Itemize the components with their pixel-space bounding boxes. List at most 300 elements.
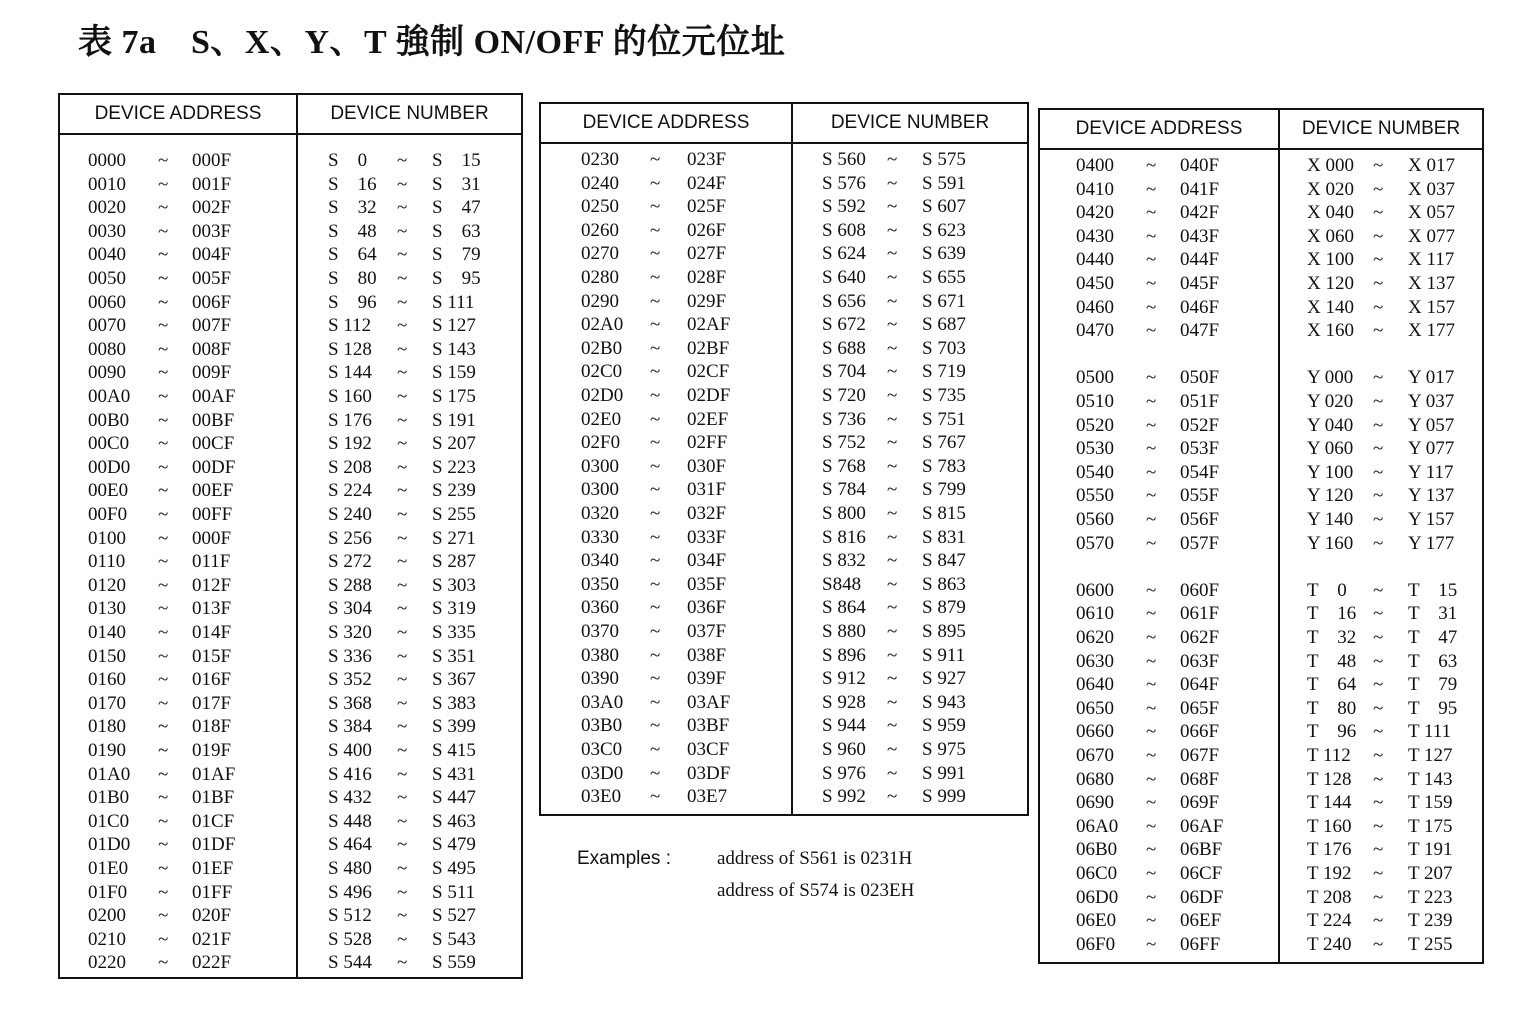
range-tilde: ~: [1146, 792, 1157, 814]
device-number-end: T 95: [1408, 697, 1458, 719]
device-number-end: S 943: [922, 691, 966, 713]
device-number-start: S 432: [328, 787, 372, 809]
range-tilde: ~: [650, 267, 661, 288]
range-tilde: ~: [887, 715, 898, 737]
device-address-end: 026F: [687, 219, 727, 241]
device-number-end: X 077: [1408, 225, 1455, 247]
range-tilde: ~: [650, 715, 661, 737]
device-number-end: S 527: [432, 905, 476, 927]
device-address-start: 01D0: [88, 834, 131, 856]
range-tilde: ~: [397, 173, 408, 195]
device-number-end: S 831: [922, 526, 966, 548]
device-address-end: 06EF: [1180, 910, 1222, 932]
table-row: [541, 691, 1027, 715]
device-address-end: 01FF: [192, 881, 233, 903]
device-number-start: S 224: [328, 480, 372, 502]
device-address-start: 0410: [1076, 178, 1114, 200]
device-address-start: 0350: [581, 573, 619, 595]
device-address-end: 007F: [192, 315, 232, 337]
device-address-end: 065F: [1180, 697, 1220, 719]
range-tilde: ~: [1373, 461, 1384, 483]
range-tilde: ~: [397, 740, 408, 761]
device-number-end: S 47: [432, 197, 481, 219]
device-number-end: Y 017: [1408, 367, 1455, 389]
device-address-start: 03D0: [581, 762, 624, 784]
table-header: [1040, 110, 1482, 150]
device-number-start: S 816: [822, 526, 866, 548]
device-number-start: S 480: [328, 858, 372, 879]
range-tilde: ~: [887, 267, 898, 288]
range-tilde: ~: [887, 243, 898, 265]
device-number-end: S 799: [922, 479, 966, 501]
range-tilde: ~: [1373, 674, 1384, 696]
header-device-number: DEVICE NUMBER: [330, 103, 489, 124]
range-tilde: ~: [650, 739, 661, 760]
device-address-end: 02FF: [687, 432, 728, 454]
address-table-s-low: [58, 93, 523, 979]
range-tilde: ~: [397, 433, 408, 455]
range-tilde: ~: [1146, 509, 1157, 530]
range-tilde: ~: [1146, 839, 1157, 861]
device-address-start: 0690: [1076, 792, 1114, 814]
range-tilde: ~: [1373, 792, 1384, 814]
table-row: [1040, 720, 1482, 744]
device-address-end: 023F: [687, 149, 727, 170]
table-row: [1040, 815, 1482, 839]
device-number-start: S 800: [822, 503, 866, 524]
range-tilde: ~: [887, 196, 898, 218]
device-address-start: 0450: [1076, 273, 1114, 294]
device-number-end: S 79: [432, 244, 481, 266]
range-tilde: ~: [887, 668, 898, 690]
device-address-end: 03CF: [687, 739, 730, 760]
range-tilde: ~: [650, 219, 661, 241]
device-address-end: 032F: [687, 503, 727, 524]
device-number-start: S 16: [328, 173, 377, 195]
device-address-start: 0260: [581, 219, 619, 241]
device-address-end: 053F: [1180, 438, 1220, 460]
range-tilde: ~: [397, 456, 408, 478]
table-row: [60, 173, 521, 197]
range-tilde: ~: [1146, 721, 1157, 743]
device-number-end: S 223: [432, 456, 476, 478]
range-tilde: ~: [887, 597, 898, 619]
example-line: address of S561 is 0231H: [717, 848, 913, 869]
device-number-start: S 560: [822, 149, 866, 170]
device-number-end: S 991: [922, 762, 966, 784]
range-tilde: ~: [158, 386, 169, 407]
device-address-end: 025F: [687, 196, 727, 218]
device-number-start: Y 160: [1307, 532, 1354, 554]
device-number-start: S 608: [822, 219, 866, 241]
header-device-number: DEVICE NUMBER: [1301, 118, 1461, 139]
device-address-end: 005F: [192, 268, 232, 289]
table-row: [541, 620, 1027, 644]
table-row: [541, 526, 1027, 550]
table-header: [541, 104, 1027, 144]
device-number-start: X 140: [1307, 296, 1354, 318]
device-address-end: 02CF: [687, 361, 730, 383]
device-address-start: 0520: [1076, 414, 1114, 436]
device-number-start: T 112: [1307, 745, 1351, 766]
table-row: [60, 715, 521, 739]
device-address-start: 0050: [88, 268, 126, 289]
device-number-start: T 192: [1307, 863, 1352, 884]
device-number-end: S 999: [922, 786, 966, 808]
device-address-start: 0270: [581, 243, 619, 265]
device-number-start: S 384: [328, 716, 372, 738]
device-address-start: 0300: [581, 455, 619, 477]
range-tilde: ~: [397, 834, 408, 856]
device-address-start: 06A0: [1076, 815, 1119, 837]
device-address-end: 019F: [192, 740, 232, 761]
device-number-end: S 463: [432, 810, 476, 832]
device-number-end: T 239: [1408, 910, 1453, 932]
range-tilde: ~: [650, 172, 661, 194]
table-row: [541, 384, 1027, 408]
range-tilde: ~: [158, 504, 169, 525]
device-address-end: 03BF: [687, 715, 730, 737]
device-number-start: Y 060: [1307, 438, 1354, 460]
range-tilde: ~: [158, 669, 169, 691]
device-number-end: T 223: [1408, 886, 1453, 908]
range-tilde: ~: [887, 644, 898, 666]
device-address-start: 03B0: [581, 715, 623, 737]
range-tilde: ~: [1146, 296, 1157, 318]
device-address-end: 027F: [687, 243, 727, 265]
range-tilde: ~: [158, 433, 169, 455]
range-tilde: ~: [397, 362, 408, 384]
device-address-end: 064F: [1180, 674, 1220, 696]
range-tilde: ~: [1146, 273, 1157, 294]
device-number-end: T 159: [1408, 792, 1453, 814]
device-number-end: S 31: [432, 173, 481, 195]
device-address-start: 01B0: [88, 787, 130, 809]
device-address-start: 02D0: [581, 385, 624, 406]
device-address-end: 02BF: [687, 337, 730, 359]
range-tilde: ~: [650, 644, 661, 666]
device-address-end: 02EF: [687, 408, 729, 430]
device-address-end: 00FF: [192, 504, 233, 525]
table-row: [1040, 296, 1482, 320]
table-row: [541, 242, 1027, 266]
range-tilde: ~: [1373, 509, 1384, 530]
device-number-end: S 319: [432, 598, 476, 620]
device-number-start: S 864: [822, 597, 866, 619]
device-address-start: 0170: [88, 692, 126, 714]
table-row: [1040, 626, 1482, 650]
device-address-end: 069F: [1180, 792, 1220, 814]
examples-label: Examples :: [577, 848, 671, 869]
range-tilde: ~: [1146, 320, 1157, 342]
table-row: [60, 786, 521, 810]
range-tilde: ~: [397, 716, 408, 738]
device-number-end: S 687: [922, 314, 966, 336]
range-tilde: ~: [158, 220, 169, 242]
table-row: [60, 267, 521, 291]
device-number-start: S 64: [328, 244, 377, 266]
device-number-start: S 784: [822, 479, 866, 501]
device-number-start: S 688: [822, 337, 866, 359]
range-tilde: ~: [158, 197, 169, 219]
device-number-end: S 367: [432, 669, 476, 691]
table-row: [60, 763, 521, 787]
device-address-start: 02E0: [581, 408, 622, 430]
device-address-end: 01EF: [192, 858, 234, 879]
range-tilde: ~: [1146, 155, 1157, 176]
range-tilde: ~: [397, 220, 408, 242]
range-tilde: ~: [158, 456, 169, 478]
range-tilde: ~: [1373, 178, 1384, 200]
range-tilde: ~: [397, 291, 408, 313]
device-number-start: Y 040: [1307, 414, 1354, 436]
device-number-end: Y 077: [1408, 438, 1455, 460]
device-number-start: S 464: [328, 834, 372, 856]
device-number-end: S 655: [922, 267, 966, 288]
range-tilde: ~: [158, 622, 169, 643]
device-address-start: 0530: [1076, 438, 1114, 460]
device-address-end: 037F: [687, 621, 727, 642]
device-number-start: X 100: [1307, 249, 1354, 271]
device-address-end: 056F: [1180, 509, 1220, 530]
range-tilde: ~: [1373, 532, 1384, 554]
table-row: [60, 409, 521, 433]
table-row: [1040, 862, 1482, 886]
table-row: [1040, 532, 1482, 556]
device-address-end: 033F: [687, 526, 727, 548]
range-tilde: ~: [397, 928, 408, 950]
device-number-start: S 128: [328, 338, 372, 360]
table-row: [1040, 390, 1482, 414]
device-number-start: T 0: [1307, 579, 1347, 601]
device-number-start: Y 000: [1307, 367, 1354, 389]
device-number-end: S 207: [432, 433, 476, 455]
table-row: [60, 527, 521, 551]
device-number-start: S 896: [822, 644, 866, 666]
device-number-end: S 415: [432, 740, 476, 761]
device-number-start: S 0: [328, 150, 368, 171]
device-address-start: 0250: [581, 196, 619, 218]
device-address-start: 01F0: [88, 881, 128, 903]
range-tilde: ~: [158, 881, 169, 903]
device-number-end: S 975: [922, 739, 966, 760]
range-tilde: ~: [397, 763, 408, 785]
range-tilde: ~: [1373, 697, 1384, 719]
range-tilde: ~: [397, 905, 408, 927]
range-tilde: ~: [650, 668, 661, 690]
table-row: [541, 313, 1027, 337]
range-tilde: ~: [397, 645, 408, 667]
range-tilde: ~: [1146, 886, 1157, 908]
device-address-end: 022F: [192, 952, 232, 974]
table-row: [60, 951, 521, 975]
device-address-end: 006F: [192, 291, 232, 313]
device-number-start: S 768: [822, 455, 866, 477]
table-row: [541, 738, 1027, 762]
device-number-end: S 639: [922, 243, 966, 265]
table-row: [60, 857, 521, 881]
range-tilde: ~: [158, 315, 169, 337]
table-row: [1040, 602, 1482, 626]
device-address-end: 057F: [1180, 532, 1220, 554]
range-tilde: ~: [158, 551, 169, 573]
device-number-start: S 592: [822, 196, 866, 218]
device-number-start: S 208: [328, 456, 372, 478]
range-tilde: ~: [158, 787, 169, 809]
device-number-start: S 720: [822, 385, 866, 406]
device-address-end: 051F: [1180, 391, 1220, 412]
device-number-end: Y 157: [1408, 509, 1455, 530]
device-address-start: 0640: [1076, 674, 1114, 696]
device-address-start: 02C0: [581, 361, 623, 383]
range-tilde: ~: [158, 692, 169, 714]
device-address-end: 046F: [1180, 296, 1220, 318]
range-tilde: ~: [1373, 603, 1384, 625]
device-number-start: S 880: [822, 621, 866, 642]
device-address-start: 0130: [88, 598, 126, 620]
range-tilde: ~: [650, 385, 661, 406]
table-row: [60, 692, 521, 716]
device-address-start: 0140: [88, 622, 126, 643]
table-row: [1040, 154, 1482, 178]
range-tilde: ~: [887, 361, 898, 383]
device-address-end: 01CF: [192, 810, 235, 832]
device-address-start: 0630: [1076, 650, 1114, 672]
device-number-start: T 240: [1307, 933, 1352, 955]
device-number-end: T 255: [1408, 933, 1453, 955]
range-tilde: ~: [1373, 579, 1384, 601]
device-number-end: S 559: [432, 952, 476, 974]
range-tilde: ~: [650, 337, 661, 359]
device-address-end: 050F: [1180, 367, 1220, 389]
range-tilde: ~: [397, 551, 408, 573]
device-number-end: T 143: [1408, 768, 1453, 790]
device-address-start: 00B0: [88, 409, 130, 431]
range-tilde: ~: [158, 527, 169, 549]
range-tilde: ~: [887, 149, 898, 170]
device-address-end: 043F: [1180, 225, 1220, 247]
device-number-start: S 624: [822, 243, 866, 265]
device-number-start: T 96: [1307, 721, 1357, 743]
range-tilde: ~: [158, 480, 169, 502]
range-tilde: ~: [1146, 910, 1157, 932]
range-tilde: ~: [887, 385, 898, 406]
range-tilde: ~: [158, 574, 169, 596]
table-row: [541, 478, 1027, 502]
device-number-start: S 80: [328, 268, 377, 289]
device-number-start: T 32: [1307, 627, 1357, 648]
range-tilde: ~: [887, 479, 898, 501]
range-tilde: ~: [158, 740, 169, 761]
table-row: [60, 479, 521, 503]
device-address-end: 031F: [687, 479, 727, 501]
device-number-end: S 847: [922, 550, 966, 572]
table-row: [1040, 744, 1482, 768]
device-number-start: T 176: [1307, 839, 1352, 861]
range-tilde: ~: [158, 244, 169, 266]
device-number-start: T 208: [1307, 886, 1352, 908]
table-row: [60, 432, 521, 456]
device-address-start: 0420: [1076, 202, 1114, 224]
device-number-start: S 704: [822, 361, 866, 383]
range-tilde: ~: [397, 268, 408, 289]
device-address-end: 01DF: [192, 834, 236, 856]
device-address-start: 03A0: [581, 691, 624, 713]
table-row: [541, 337, 1027, 361]
range-tilde: ~: [158, 173, 169, 195]
range-tilde: ~: [1373, 391, 1384, 412]
range-tilde: ~: [650, 762, 661, 784]
device-address-start: 03C0: [581, 739, 623, 760]
device-number-start: S 832: [822, 550, 866, 572]
device-address-start: 0460: [1076, 296, 1114, 318]
device-address-start: 0230: [581, 149, 619, 170]
device-address-start: 01C0: [88, 810, 130, 832]
table-row: [541, 502, 1027, 526]
range-tilde: ~: [887, 573, 898, 595]
device-number-start: T 48: [1307, 650, 1357, 672]
table-row: [60, 550, 521, 574]
table-row: [541, 172, 1027, 196]
device-number-start: S 320: [328, 622, 372, 643]
table-header: [60, 95, 521, 135]
device-number-start: S 400: [328, 740, 372, 761]
range-tilde: ~: [650, 786, 661, 808]
device-number-end: T 191: [1408, 839, 1453, 861]
device-number-start: T 80: [1307, 697, 1357, 719]
range-tilde: ~: [650, 432, 661, 454]
example-line: address of S574 is 023EH: [717, 880, 915, 901]
range-tilde: ~: [158, 338, 169, 360]
range-tilde: ~: [650, 526, 661, 548]
device-number-end: S 191: [432, 409, 476, 431]
table-row: [541, 573, 1027, 597]
device-number-end: S 735: [922, 385, 966, 406]
device-address-start: 0060: [88, 291, 126, 313]
device-address-start: 0300: [581, 479, 619, 501]
device-address-start: 0600: [1076, 579, 1114, 601]
device-number-start: S 912: [822, 668, 866, 690]
table-row: [60, 338, 521, 362]
range-tilde: ~: [1373, 650, 1384, 672]
device-address-start: 0040: [88, 244, 126, 266]
device-address-start: 0240: [581, 172, 619, 194]
range-tilde: ~: [397, 409, 408, 431]
range-tilde: ~: [1146, 768, 1157, 790]
device-number-end: S 495: [432, 858, 476, 879]
range-tilde: ~: [158, 810, 169, 832]
device-address-end: 036F: [687, 597, 727, 619]
table-row: [1040, 838, 1482, 862]
device-address-start: 0000: [88, 150, 126, 171]
range-tilde: ~: [1146, 225, 1157, 247]
device-number-start: S 160: [328, 386, 372, 407]
range-tilde: ~: [397, 197, 408, 219]
range-tilde: ~: [887, 219, 898, 241]
range-tilde: ~: [158, 268, 169, 289]
range-tilde: ~: [158, 150, 169, 171]
device-address-end: 06FF: [1180, 933, 1221, 955]
device-number-start: T 160: [1307, 815, 1352, 837]
table-row: [1040, 673, 1482, 697]
device-address-end: 018F: [192, 716, 232, 738]
device-address-start: 0220: [88, 952, 126, 974]
range-tilde: ~: [1373, 155, 1384, 176]
device-address-end: 054F: [1180, 461, 1220, 483]
table-row: [541, 596, 1027, 620]
device-address-end: 00BF: [192, 409, 235, 431]
device-address-start: 0680: [1076, 768, 1114, 790]
